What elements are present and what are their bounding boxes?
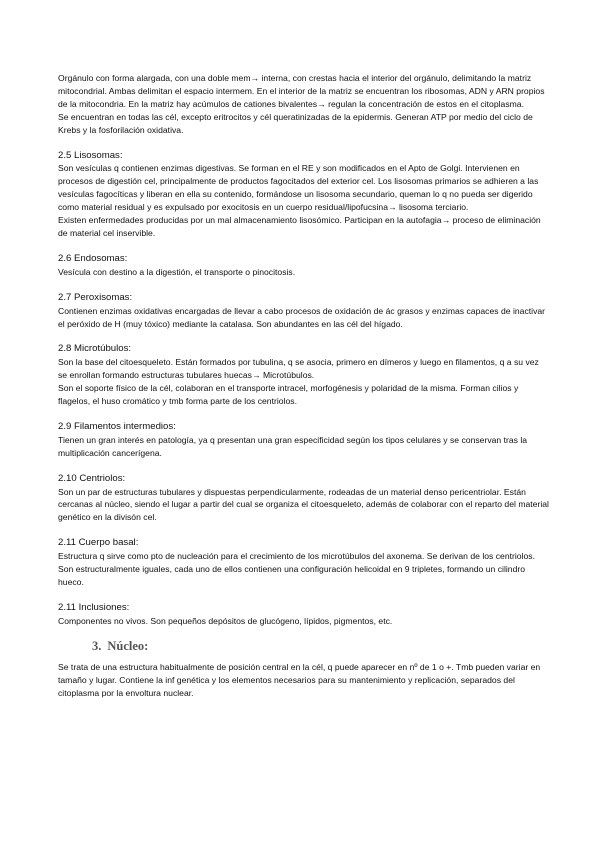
chapter-number: 3. <box>92 638 102 653</box>
section-paragraph: Vesícula con destino a la digestión, el transporte o pinocitosis. <box>58 266 296 277</box>
section-centriolos <box>58 473 550 525</box>
section-heading: 2.9 Filamentos intermedios: <box>58 420 176 432</box>
section-paragraph: Componentes no vivos. Son pequeños depósitos de glucógeno, lípidos, pigmentos, etc. <box>58 615 393 626</box>
section-microtubulos <box>58 343 550 408</box>
section-heading: 2.10 Centriolos: <box>58 472 126 484</box>
section-cuerpo-basal <box>58 537 550 589</box>
section-paragraph: Tienen un gran interés en patología, ya q presentan una gran especificidad según los tipos celulares y se conservan tras la multiplicación cancerígena. <box>58 434 528 458</box>
section-paragraph: Contienen enzimas oxidativas encargadas de llevar a cabo procesos de oxidación de ác grasos y enzimas capaces de inactivar el peróxido de H (muy tóxico) mediante la catalasa. Son abundantes en las cél del hígado. <box>58 305 546 329</box>
document-content <box>58 72 550 699</box>
intro-paragraph: Orgánulo con forma alargada, con una doble mem→ interna, con crestas hacia el interior del orgánulo, delimitando la matriz mitocondrial. Ambas delimitan el espacio intermem. En el interior de la matriz se encuentran los ribosomas, ADN y ARN propios de la mitocondria. En la matriz hay acúmulos de cationes bivalentes→ regulan la concentración de estos en el citoplasma. <box>58 73 545 109</box>
section-paragraph: Son vesículas q contienen enzimas digestivas. Se forman en el RE y son modificados en el Apto de Golgi. Intervienen en procesos de digestión cel, principalmente de productos fagocitados del exterior cel. Los lisosomas primarios se adhieren a las vesículas fagocíticas y liberan en ella su contenido, formándose un lisosoma secundario, queman lo q no pueda ser digerido como material residual y es expulsado por exocitosis en un cuerpo residual/lipofucsina→ lisosoma terciario. <box>58 163 539 213</box>
section-inclusiones <box>58 602 550 628</box>
section-endosomas <box>58 253 550 279</box>
chapter-heading <box>92 639 550 654</box>
section-heading: 2.6 Endosomas: <box>58 252 128 264</box>
section-paragraph: Son el soporte físico de la cél, colaboran en el transporte intracel, morfogénesis y polaridad de la misma. Forman cilios y flagelos, el huso cromático y tmb forma parte de los centriolos. <box>58 383 519 407</box>
section-paragraph: Existen enfermedades producidas por un mal almacenamiento lisosómico. Participan en la autofagia→ proceso de eliminación de material cel inservible. <box>58 215 541 238</box>
section-filamentos-intermedios <box>58 421 550 460</box>
section-heading: 2.8 Microtúbulos: <box>58 343 132 355</box>
section-heading: 2.7 Peroxisomas: <box>58 291 133 303</box>
section-paragraph: Son un par de estructuras tubulares y dispuestas perpendicularmente, rodeadas de un material denso pericentriolar. Están cercanas al núcleo, siendo el lugar a partir del cual se organiza el citoesqueleto, además de colaborar con el reparto del material genético en la divisón cel. <box>58 486 549 523</box>
section-paragraph: Estructura q sirve como pto de nucleación para el crecimiento de los microtúbulos del axonema. Se derivan de los centriolos. Son estructuralmente iguales, cada uno de ellos contienen una configuración helicoidal en 9 tripletes, formando un cilindro hueco. <box>58 551 536 587</box>
chapter-title: Núcleo: <box>107 638 149 653</box>
section-lisosomas <box>58 150 550 240</box>
section-heading: 2.5 Lisosomas: <box>58 149 123 161</box>
section-heading: 2.11 Inclusiones: <box>58 601 130 613</box>
section-paragraph: Son la base del citoesqueleto. Están formados por tubulina, q se asocia, primero en dímeros y luego en filamentos, q a su vez se enrollan formando estructuras tubulares huecas→ Microtúbulos. <box>58 357 539 381</box>
section-peroxisomas <box>58 292 550 331</box>
intro-paragraph: Se encuentran en todas las cél, excepto eritrocitos y cél queratinizadas de la epidermis. Generan ATP por medio del ciclo de Krebs y la fosforilación oxidativa. <box>58 111 533 135</box>
section-heading: 2.11 Cuerpo basal: <box>58 537 139 549</box>
chapter-paragraph: Se trata de una estructura habitualmente de posición central en la cél, q puede aparecer en nº de 1 o +. Tmb pueden variar en tamaño y lugar. Contiene la inf genética y los elementos necesarios para su mantenimiento y replicación, separados del citoplasma por la envoltura nuclear. <box>58 661 541 698</box>
